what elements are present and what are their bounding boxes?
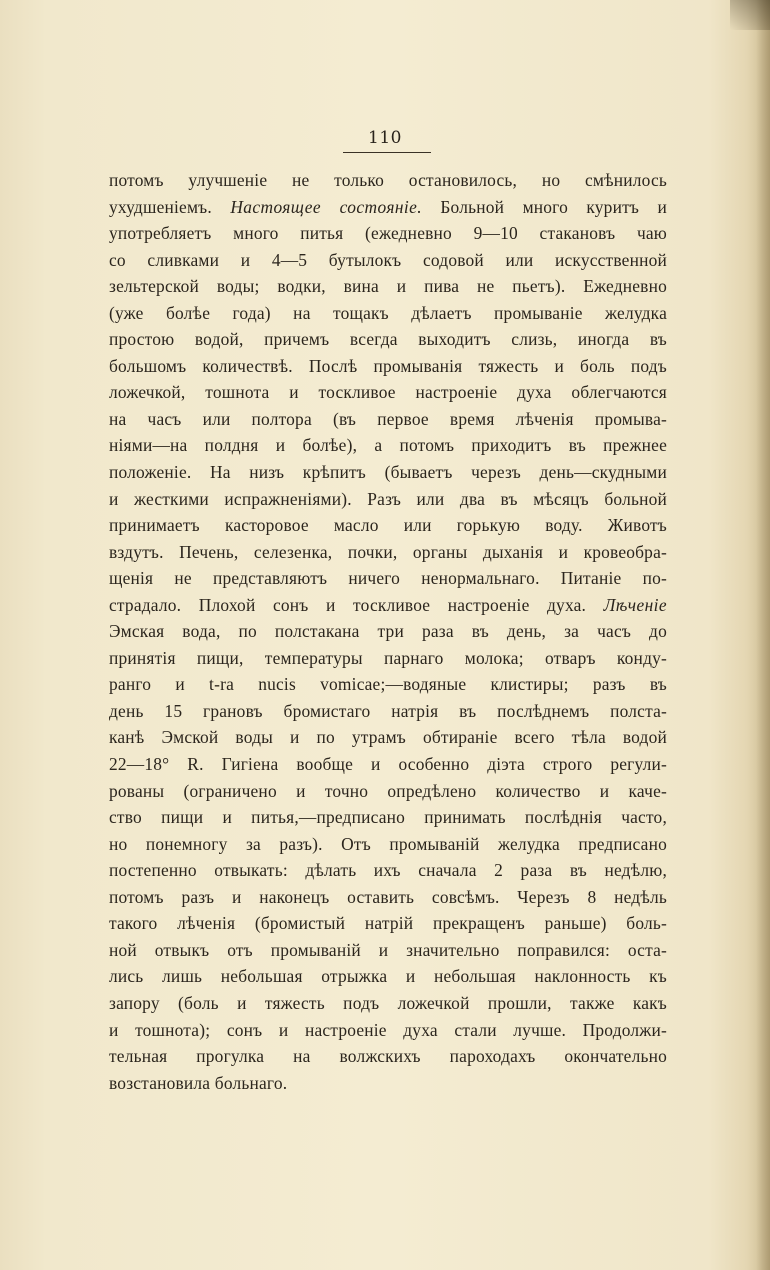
text-line [109,778,667,805]
header-rule [343,152,431,153]
text-line [109,273,667,300]
text-segment: на часъ или полтора (въ первое время лѣченія промыва- [109,408,667,429]
text-segment: канѣ Эмской воды и по утрамъ обтираніе всего тѣла водой [109,727,667,748]
text-segment: ной отвыкъ отъ промываній и значительно поправился: оста- [109,939,667,960]
text-line [109,963,667,990]
text-segment: принятія пищи, температуры парнаго молока; отваръ конду- [109,647,667,668]
text-line [109,247,667,274]
text-segment: (уже болѣе года) на тощакъ дѣлаетъ промываніе желудка [109,302,667,323]
page-number: 110 [368,128,402,148]
text-line [109,884,667,911]
text-line [109,592,667,619]
text-segment: и тошнота); сонъ и настроеніе духа стали лучше. Продолжи- [109,1019,667,1040]
italic-heading: Настоящее состояніе. [230,196,422,217]
text-line [109,990,667,1017]
text-segment: положеніе. На низъ крѣпитъ (бываетъ черезъ день—скудными [109,462,667,483]
text-segment: запору (боль и тяжесть подъ ложечкой прошли, также какъ [109,992,667,1013]
text-segment: рованы (ограничено и точно опредѣлено количество и каче- [109,780,667,801]
text-segment: постепенно отвыкать: дѣлать ихъ сначала 2 раза въ недѣлю, [109,860,667,881]
text-line [109,937,667,964]
text-segment: Эмская вода, по полстакана три раза въ день, за часъ до [109,621,667,642]
text-segment: щенія не представляютъ ничего ненормальнаго. Питаніе по- [109,568,667,589]
text-line [109,539,667,566]
text-segment: простою водой, причемъ всегда выходитъ слизь, иногда въ [109,329,667,350]
text-segment: ложечкой, тошнота и тоскливое настроеніе духа облегчаются [109,382,667,403]
text-line [109,220,667,247]
text-segment: день 15 грановъ бромистаго натрія въ послѣднемъ полста- [109,700,667,721]
text-line [109,1017,667,1044]
text-segment: Больной много куритъ и [421,196,668,217]
text-line [109,831,667,858]
text-segment: ніями—на полдня и болѣе), а потомъ приходитъ въ прежнее [109,435,667,456]
text-segment: принимаетъ касторовое масло или горькую воду. Животъ [109,515,667,536]
text-line [109,459,667,486]
text-line [109,698,667,725]
text-segment: ство пищи и питья,—предписано принимать послѣднія часто, [109,807,667,828]
text-segment: тельная прогулка на волжскихъ пароходахъ окончательно [109,1046,667,1067]
body-text [109,167,667,1096]
text-line [109,167,667,194]
text-line [109,326,667,353]
text-line [109,645,667,672]
text-segment: страдало. Плохой сонъ и тоскливое настроеніе духа. [109,594,604,615]
text-line [109,432,667,459]
text-segment: со сливками и 4—5 бутылокъ содовой или искусственной [109,249,667,270]
text-line [109,724,667,751]
text-segment: такого лѣченія (бромистый натрій прекращенъ раньше) боль- [109,913,667,934]
text-line [109,194,667,221]
text-line [109,671,667,698]
text-line [109,804,667,831]
text-segment: употребляетъ много питья (ежедневно 9—10 стакановъ чаю [109,223,667,244]
text-segment: но понемногу за разъ). Отъ промываній желудка предписано [109,833,667,854]
text-segment: возстановила больнаго. [109,1072,288,1093]
text-segment: ранго и t-ra nucis vomicae;—водяные клистиры; разъ въ [109,674,667,695]
text-line [109,379,667,406]
text-segment: зельтерской воды; водки, вина и пива не пьетъ). Ежедневно [109,276,667,297]
text-line [109,512,667,539]
text-segment: лись лишь небольшая отрыжка и небольшая наклонность къ [109,966,667,987]
text-line [109,406,667,433]
text-line [109,486,667,513]
text-line [109,353,667,380]
text-segment: и жесткими испражненіями). Разъ или два въ мѣсяцъ больной [109,488,667,509]
page-edge-shadow [756,0,770,1270]
text-segment: вздутъ. Печень, селезенка, почки, органы дыханія и кровеобра- [109,541,667,562]
text-segment: потомъ улучшеніе не только остановилось, но смѣнилось [109,170,667,190]
text-segment: большомъ количествѣ. Послѣ промыванія тяжесть и боль подъ [109,355,667,376]
text-segment: 22—18° R. Гигіена вообще и особенно діэта строго регули- [109,754,667,775]
text-segment: ухудшеніемъ. [109,196,231,217]
text-line [109,618,667,645]
page-corner-shadow [730,0,770,30]
text-line [109,300,667,327]
text-segment: потомъ разъ и наконецъ оставить совсѣмъ. Черезъ 8 недѣль [109,886,667,907]
text-line [109,857,667,884]
italic-heading: Лѣченіе [603,594,667,615]
text-line [109,910,667,937]
text-line [109,1070,667,1097]
text-line [109,751,667,778]
text-line [109,565,667,592]
text-line [109,1043,667,1070]
